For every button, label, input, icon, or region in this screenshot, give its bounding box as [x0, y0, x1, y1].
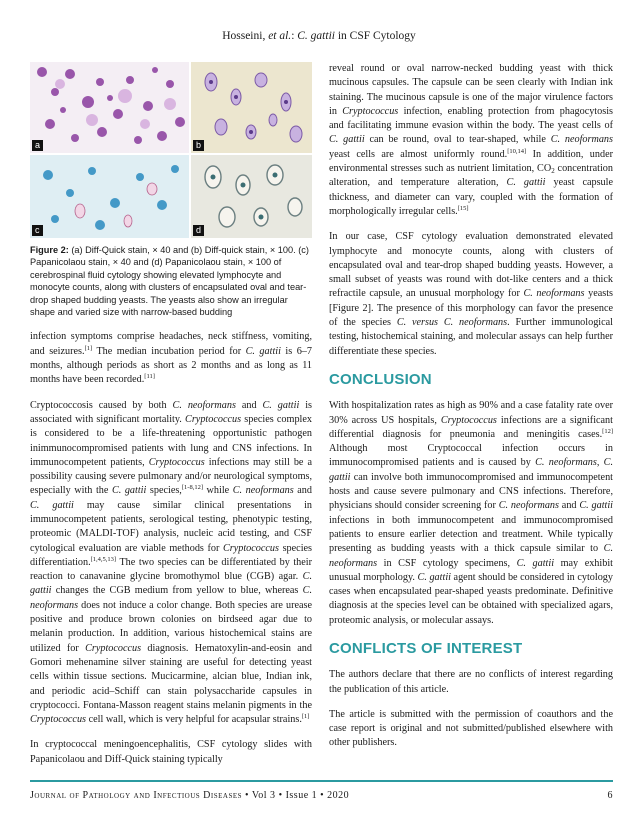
volume: Vol 3 [251, 790, 276, 801]
journal-name: Journal of Pathology and Infectious Diseases [30, 790, 243, 801]
paragraph: In cryptococcal meningoencephalitis, CSF cytology slides with Papanicolaou and Diff-Quick staining typically [30, 739, 312, 765]
micrograph-b [191, 62, 312, 153]
running-header: Hosseini, et al.: C. gattii in CSF Cytology [222, 30, 416, 42]
panel-label-a: a [32, 140, 43, 151]
footer-divider [30, 780, 613, 782]
paragraph: reveal round or oval narrow-necked budding yeast with thick mucinous capsules. The capsule can be seen clearly with Indian ink staining. The mucinous capsule is one of the major virulence factors in Cryptococcus infection, enabling protection from phagocytosis and facilitating immune evasion within the body. The yeast cells of C. gattii can be round, oval to tear-shaped, while C. neoformans yeast cells are almost uniformly round.[10,14] In addition, under environmental stresses such as nutrient limitation, $CO_2$ concentration alteration, and temperature alteration, C. gattii yeast capsule thickness, and diameter can vary, coupled with the formation of morphologically irregular cells.[15] [329, 63, 613, 217]
paragraph: With hospitalization rates as high as 90% and a case fatality rate over 30% across US hospitals, Cryptococcus infections are a significant differential diagnosis for pneumonia and meningitis cases.[12] Although most Cryptococcal infection occurs in immunocompromised patients and is caused by C. neoformans, C. gattii can involve both immunocompromised and immunocompetent hosts and cause severe pulmonary and CNS infections. Therefore, physicians should consider screening for C. neoformans and C. gattii infections in both immunocompetent and immunocompromised patients to ensure earlier detection and treatment. While typically presenting as budding yeasts with a thick capsule similar to C. neoformans in CSF cytology specimens, C. gattii may exhibit unusual morphology. C. gattii agent should be considered in cytology cases when encapsulated pear-shaped yeasts predominate. Definitive diagnosis at the species level can be obtained with specialized agars, proteomic analysis, or molecular assays. [329, 400, 614, 626]
paragraph: In our case, CSF cytology evaluation demonstrated elevated lymphocyte and monocyte counts, along with clusters of encapsulated oval and tear-drop shaped budding yeasts. However, a small subset of yeasts was round with dot-like centers and a thick refractile capsule, an unusual morphology for C. neoformans yeasts [Figure 2]. The presence of this morphology can favor the presence of the species C. versus C. neoformans. Further immunological testing, histochemical staining, and molecular assays can help further differentiate these species. [329, 231, 613, 357]
paragraph: infection symptoms comprise headaches, neck stiffness, vomiting, and seizures.[1] The median incubation period for C. gattii is 6–7 months, although periods as short as 2 months and as long as 11 months have been recorded.[11] [30, 331, 312, 386]
paragraph: The article is submitted with the permission of coauthors and the case report is original and not submitted/published elsewhere with other publishers. [329, 708, 613, 749]
right-column [329, 62, 613, 762]
micrograph-c [30, 155, 189, 238]
paragraph: The authors declare that there are no conflicts of interest regarding the publication of this article. [329, 669, 613, 695]
section-heading-conclusion: CONCLUSION [329, 370, 432, 388]
figure-caption: Figure 2: (a) Diff-Quick stain, × 40 and (b) Diff-quick stain, × 100. (c) Papanicolaou stain, × 40 and (d) Papanicolaou stain, × 100 of cerebrospinal fluid cytology showing elevated lymphocyte and monocyte counts, along with clusters of encapsulated oval and tear-drop shaped budding yeasts. The yeasts also show an irregular shape and varied size with narrow-based budding [30, 245, 309, 318]
panel-label-b: b [193, 140, 204, 151]
panel-label-c: c [32, 225, 43, 236]
micrograph-a [30, 62, 189, 153]
micrograph-d [191, 155, 312, 238]
page-number: 6 [607, 790, 613, 801]
page-footer: Journal of Pathology and Infectious Diseases • Vol 3 • Issue 1 • 2020 6 [30, 790, 613, 801]
left-column [30, 62, 312, 778]
panel-label-d: d [193, 225, 204, 236]
paragraph: Cryptococcosis caused by both C. neoformans and C. gattii is associated with significant mortality. Cryptococcus species complex is considered to be a life-threatening opportunistic pathogen inimmunocompromised patients with lung and CNS infections. In immunocompetent patients, Cryptococcus infections may still be a possibility causing severe pulmonary and/or neurological symptoms, especially with the C. gattii species,[1-8,12] while C. neoformans and C. gattii may cause similar clinical presentations in immunocompetent patients, serological testing, phenotypic testing, proteomic (MALDI-TOF) analysis, nucleic acid testing, and CSF cytological evaluation are viable methods for Cryptococcus species differentiation.[1,4,5,13] The two species can be differentiated by their reaction to canavanine glycine bromothymol blue (CGB) agar. C. gattii changes the CGB medium from yellow to blue, whereas C. neoformans does not induce a color change. Both species are urease positive and produce brown colonies on birdseed agar due to melanin production. In addition, various histochemical stains are utilized for Cryptococcus diagnosis. Hematoxylin-and-eosin and Gomori mehenamine silver staining are useful for detecting yeast cells within tissue sections. Mucicarmine, alcian blue, Indian ink, and periodic acid–Schiff can stain polysaccharide capsules in cryptococci. Fontana-Masson reagent stains melanin pigments in the Cryptococcus cell wall, which is very helpful for acapsular strains.[1] [30, 399, 313, 726]
issue: Issue 1 [285, 790, 318, 801]
figure-2 [30, 62, 312, 238]
section-heading-conflicts: CONFLICTS OF INTEREST [329, 639, 523, 657]
year: 2020 [327, 790, 350, 801]
